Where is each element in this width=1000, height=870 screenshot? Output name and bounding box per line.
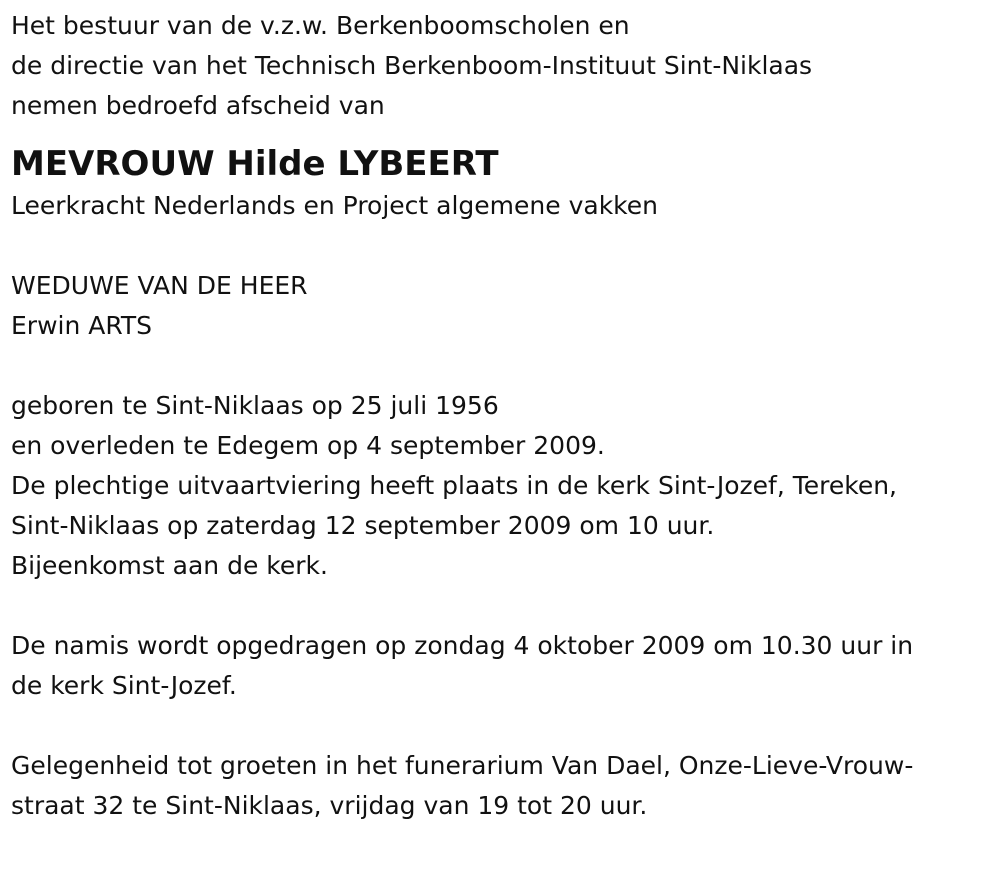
intro-line: Het bestuur van de v.z.w. Berkenboomscholen en bbox=[11, 11, 630, 40]
visitation-line: straat 32 te Sint-Niklaas, vrijdag van 19 tot 20 uur. bbox=[11, 791, 648, 820]
details-line: en overleden te Edegem op 4 september 2009. bbox=[11, 431, 605, 460]
deceased-name: MEVROUW Hilde LYBEERT bbox=[11, 144, 499, 184]
deceased-function: Leerkracht Nederlands en Project algemene vakken bbox=[11, 191, 658, 220]
spacer bbox=[11, 706, 1000, 746]
details-line: Bijeenkomst aan de kerk. bbox=[11, 551, 328, 580]
details-line: Sint-Niklaas op zaterdag 12 september 2009 om 10 uur. bbox=[11, 511, 715, 540]
visitation-line: Gelegenheid tot groeten in het funerarium Van Dael, Onze-Lieve-Vrouw- bbox=[11, 751, 914, 780]
spacer bbox=[11, 226, 1000, 266]
mass-line: De namis wordt opgedragen op zondag 4 oktober 2009 om 10.30 uur in bbox=[11, 631, 914, 660]
mass-line: de kerk Sint-Jozef. bbox=[11, 671, 237, 700]
details-block bbox=[11, 386, 1000, 586]
spouse-line: Erwin ARTS bbox=[11, 311, 153, 340]
intro-line: nemen bedroefd afscheid van bbox=[11, 91, 385, 120]
intro-block bbox=[11, 6, 1000, 126]
mass-block bbox=[11, 626, 1000, 706]
details-line: De plechtige uitvaartviering heeft plaats in de kerk Sint-Jozef, Tereken, bbox=[11, 471, 897, 500]
visitation-block bbox=[11, 746, 1000, 826]
spouse-block bbox=[11, 266, 1000, 346]
spacer bbox=[11, 586, 1000, 626]
spacer bbox=[11, 346, 1000, 386]
intro-line: de directie van het Technisch Berkenboom-Instituut Sint-Niklaas bbox=[11, 51, 813, 80]
spouse-line: WEDUWE VAN DE HEER bbox=[11, 271, 308, 300]
details-line: geboren te Sint-Niklaas op 25 juli 1956 bbox=[11, 391, 499, 420]
